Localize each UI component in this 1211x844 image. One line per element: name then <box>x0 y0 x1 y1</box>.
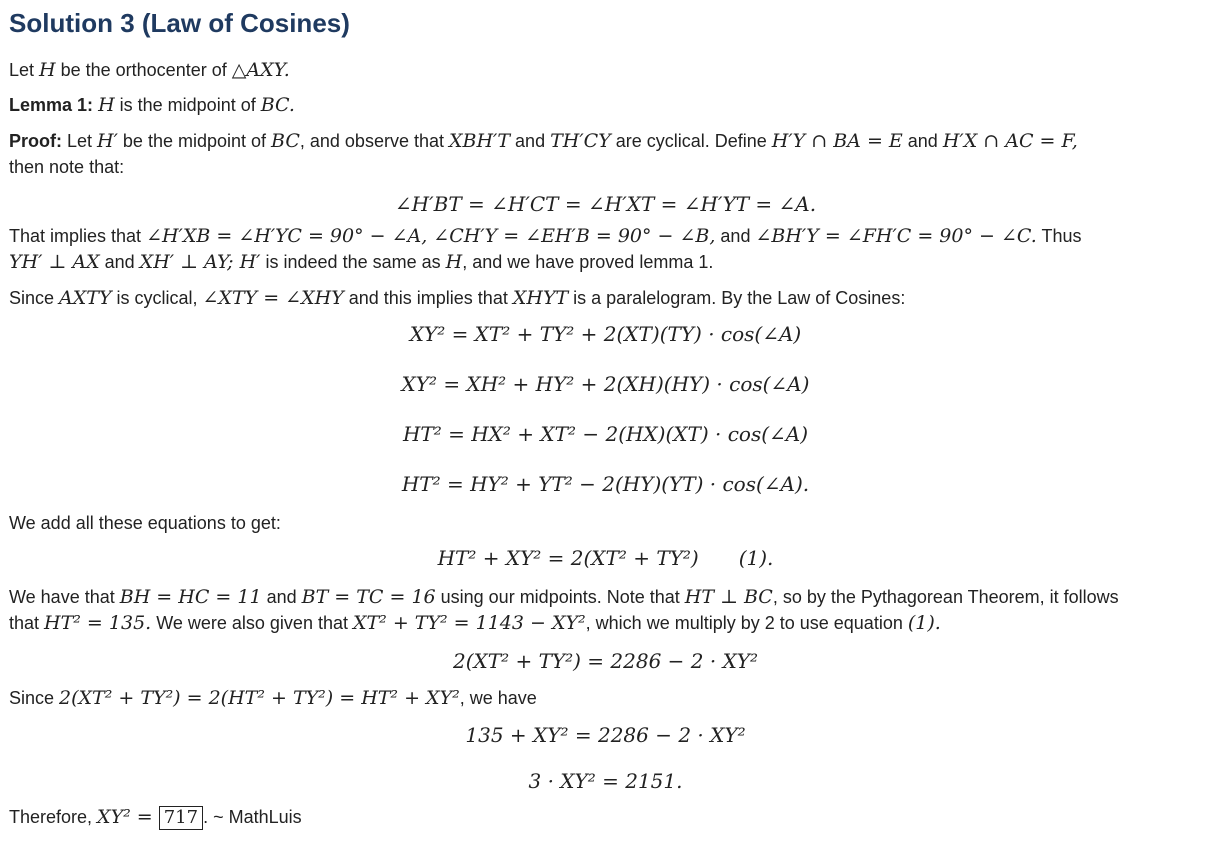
doubled-equation: 2(XT² + TY²) = 2286 − 2 · XY² <box>452 649 759 673</box>
implies-line: That implies that ∠H′XB = ∠H′YC = 90° − ∠A, ∠CH′Y = ∠EH′B = 90° − ∠B, and ∠BH′Y = ∠FH′C = 90° − ∠C. Thus <box>9 225 1082 247</box>
conclusion-line: Therefore, XY² = 717 . ~ MathLuis <box>9 806 302 828</box>
substituted-equation: 135 + XY² = 2286 − 2 · XY² <box>465 723 746 747</box>
angle-equation: ∠H′BT = ∠H′CT = ∠H′XT = ∠H′YT = ∠A. <box>394 192 817 216</box>
boxed-answer: 717 <box>159 806 203 830</box>
section-heading: Solution 3 (Law of Cosines) <box>9 8 350 38</box>
midpoints-line: We have that BH = HC = 11 and BT = TC = 16 using our midpoints. Note that HT ⊥ BC, so by the Pythagorean Theorem, it follows <box>9 586 1119 608</box>
equation-1: HT² + XY² = 2(XT² + TY²) (1). <box>437 546 774 570</box>
cosine-equation-2: XY² = XH² + HY² + 2(XH)(HY) · cos(∠A) <box>401 372 810 396</box>
parallelogram-line: Since AXTY is cyclical, ∠XTY = ∠XHY and this implies that XHYT is a paralelogram. By the Law of Cosines: <box>9 287 906 309</box>
proof-continuation: then note that: <box>9 157 125 177</box>
add-equations-line: We add all these equations to get: <box>9 513 281 533</box>
cosine-equation-1: XY² = XT² + TY² + 2(XT)(TY) · cos(∠A) <box>409 322 802 346</box>
simplified-equation: 3 · XY² = 2151. <box>528 769 683 793</box>
perpendicular-line: YH′ ⊥ AX and XH′ ⊥ AY; H′ is indeed the same as H, and we have proved lemma 1. <box>9 251 714 273</box>
cosine-equation-3: HT² = HX² + XT² − 2(HX)(XT) · cos(∠A) <box>402 422 809 446</box>
lemma-line: Lemma 1: H is the midpoint of BC. <box>9 94 295 116</box>
since-line: Since 2(XT² + TY²) = 2(HT² + TY²) = HT² + XY², we have <box>9 687 537 709</box>
cosine-equation-4: HT² = HY² + YT² − 2(HY)(YT) · cos(∠A). <box>401 472 810 496</box>
proof-line: Proof: Let H′ be the midpoint of BC, and observe that XBH′T and TH′CY are cyclical. Define H′Y ∩ BA = E and H′X ∩ AC = F, <box>9 130 1078 152</box>
intro-line: Let H be the orthocenter of △AXY. <box>9 59 290 81</box>
given-line: that HT² = 135. We were also given that XT² + TY² = 1143 − XY², which we multiply by 2 to use equation (1). <box>9 612 941 634</box>
